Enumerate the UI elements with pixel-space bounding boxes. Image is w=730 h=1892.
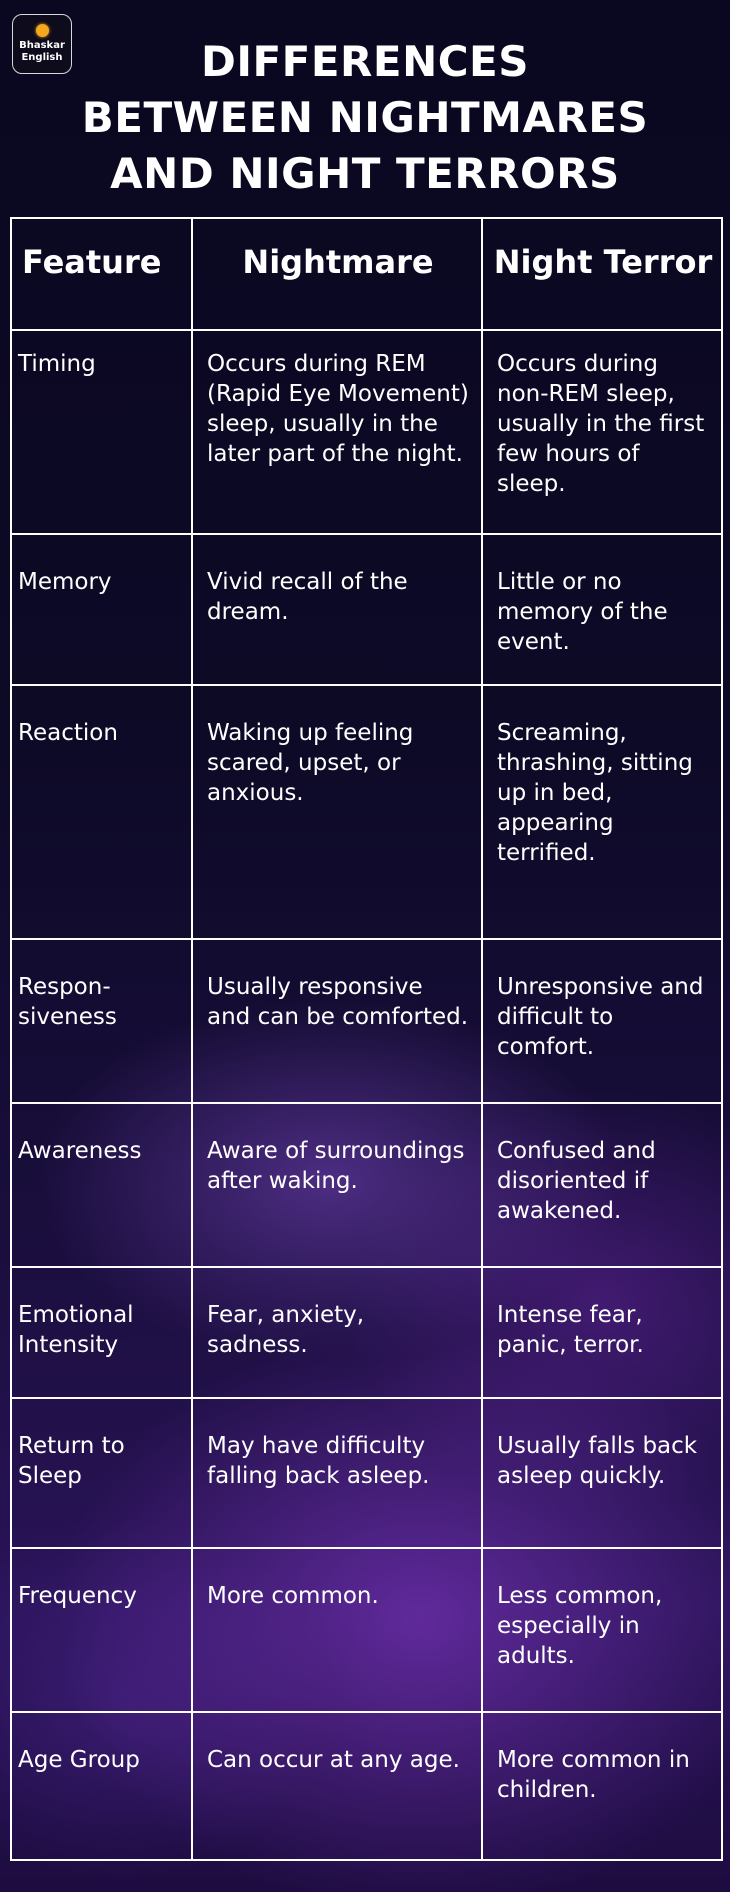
table-row — [11, 1267, 722, 1398]
night-terror-cell: More common in children. — [482, 1712, 722, 1860]
header-feature: Feature — [11, 218, 192, 330]
header-nightmare: Nightmare — [192, 218, 482, 330]
feature-cell: Respon-siveness — [11, 939, 192, 1103]
nightmare-cell: Vivid recall of the dream. — [192, 534, 482, 685]
feature-cell: Return to Sleep — [11, 1398, 192, 1548]
table-row — [11, 1712, 722, 1860]
table-row — [11, 330, 722, 534]
night-terror-cell: Confused and disoriented if awakened. — [482, 1103, 722, 1267]
nightmare-cell: Waking up feeling scared, upset, or anxious. — [192, 685, 482, 939]
table-row — [11, 685, 722, 939]
brand-line-2: English — [21, 52, 63, 63]
feature-cell: Awareness — [11, 1103, 192, 1267]
night-terror-cell: Little or no memory of the event. — [482, 534, 722, 685]
header-night-terror: Night Terror — [482, 218, 722, 330]
page-title: DIFFERENCES BETWEEN NIGHTMARES AND NIGHT TERRORS — [81, 37, 649, 198]
nightmare-cell: Occurs during REM (Rapid Eye Movement) sleep, usually in the later part of the night. — [192, 330, 482, 534]
sun-icon — [36, 24, 49, 37]
feature-cell: Memory — [11, 534, 192, 685]
night-terror-cell: Occurs during non-REM sleep, usually in the first few hours of sleep. — [482, 330, 722, 534]
table-row — [11, 1103, 722, 1267]
comparison-table — [10, 217, 723, 1861]
nightmare-cell: May have difficulty falling back asleep. — [192, 1398, 482, 1548]
nightmare-cell: Can occur at any age. — [192, 1712, 482, 1860]
brand-logo — [12, 14, 72, 74]
nightmare-cell: Aware of surroundings after waking. — [192, 1103, 482, 1267]
table-row — [11, 1398, 722, 1548]
feature-cell: Emotional Intensity — [11, 1267, 192, 1398]
feature-cell: Frequency — [11, 1548, 192, 1712]
brand-line-1: Bhaskar — [19, 40, 65, 51]
night-terror-cell: Unresponsive and difficult to comfort. — [482, 939, 722, 1103]
night-terror-cell: Less common, especially in adults. — [482, 1548, 722, 1712]
night-terror-cell: Screaming, thrashing, sitting up in bed, appearing terrified. — [482, 685, 722, 939]
feature-cell: Age Group — [11, 1712, 192, 1860]
nightmare-cell: Fear, anxiety, sadness. — [192, 1267, 482, 1398]
table-row — [11, 534, 722, 685]
table-header-row — [11, 218, 722, 330]
night-terror-cell: Usually falls back asleep quickly. — [482, 1398, 722, 1548]
nightmare-cell: Usually responsive and can be comforted. — [192, 939, 482, 1103]
table-row — [11, 939, 722, 1103]
feature-cell: Timing — [11, 330, 192, 534]
night-terror-cell: Intense fear, panic, terror. — [482, 1267, 722, 1398]
feature-cell: Reaction — [11, 685, 192, 939]
table-row — [11, 1548, 722, 1712]
nightmare-cell: More common. — [192, 1548, 482, 1712]
